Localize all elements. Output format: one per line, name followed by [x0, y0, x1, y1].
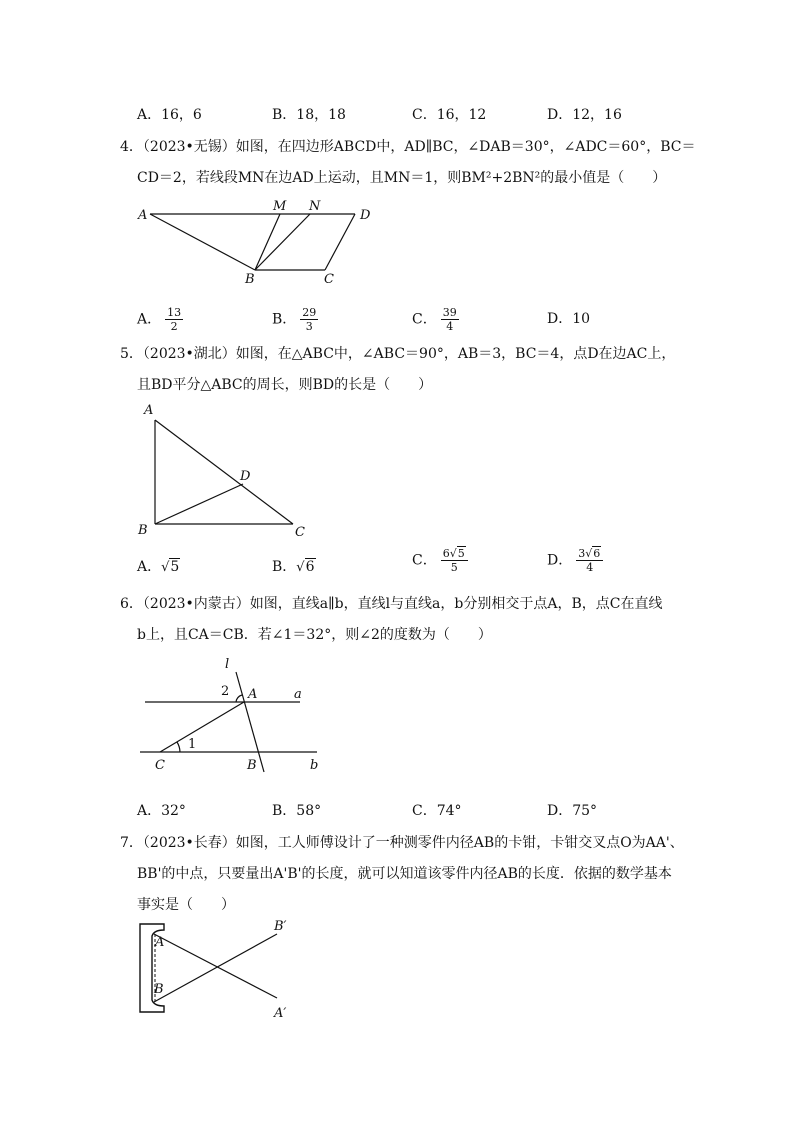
q6-option-d: D．75° [547, 803, 598, 819]
q5-option-a: A．√5 [137, 559, 180, 575]
q5-label-b: B [138, 523, 148, 538]
q4-figure [130, 196, 380, 288]
fraction: $\frac{3√6}{4}$ [576, 547, 603, 574]
q4-option-b: B． $\frac{29}{3}$ [272, 306, 317, 333]
q4-option-d: D．10 [547, 311, 591, 327]
q7-label-b-prime: B′ [274, 919, 287, 934]
q4-label-m: M [273, 199, 287, 214]
q6-option-a: A．32° [137, 803, 186, 819]
fraction: $\frac{13}{2}$ [167, 306, 182, 333]
q3-option-d: D．12，16 [547, 107, 622, 123]
q6-label-angle2: 2 [221, 684, 230, 699]
q5-text-line2: 且BD平分△ABC的周长，则BD的长是（ ） [137, 377, 433, 393]
q6-text-line1: 6．（2023•内蒙古）如图，直线a∥b，直线l与直线a，b分别相交于点A，B，点C在直线 [120, 596, 663, 612]
q6-option-b: B．58° [272, 803, 322, 819]
q7-label-a-prime: A′ [274, 1006, 287, 1021]
q6-label-line-a: a [294, 687, 302, 702]
q4-option-c: C． $\frac{39}{4}$ [412, 306, 457, 333]
q4-label-c: C [324, 272, 334, 287]
q5-option-d: D． $\frac{3√6}{4}$ [547, 547, 603, 574]
q4-label-b: B [245, 272, 255, 287]
q4-text-line2: CD＝2，若线段MN在边AD上运动，且MN＝1，则BM²+2BN²的最小值是（ ） [137, 170, 667, 186]
fraction: $\frac{29}{3}$ [302, 306, 317, 333]
q4-label-a: A [138, 208, 148, 223]
q3-option-b: B．18，18 [272, 107, 346, 123]
q5-option-c: C． $\frac{6√5}{5}$ [412, 547, 468, 574]
fraction: $\frac{6√5}{5}$ [441, 547, 468, 574]
q6-figure [130, 650, 330, 775]
q5-label-a: A [144, 403, 154, 418]
q6-label-c: C [155, 758, 165, 773]
q4-text-line1: 4．（2023•无锡）如图，在四边形ABCD中，AD∥BC，∠DAB＝30°，∠ADC＝60°，BC＝ [120, 139, 696, 155]
q6-label-l: l [225, 657, 230, 672]
q5-label-d: D [240, 469, 251, 484]
q6-text-line2: b上，且CA＝CB．若∠1＝32°，则∠2的度数为（ ） [137, 627, 492, 643]
q4-label-d: D [360, 208, 371, 223]
q6-label-line-b: b [310, 758, 319, 773]
q6-label-a: A [248, 687, 258, 702]
q7-text-line2: BB'的中点，只要量出A'B'的长度，就可以知道该零件内径AB的长度．依据的数学基本 [137, 866, 672, 882]
q4-option-a: A． $\frac{13}{2}$ [137, 306, 182, 333]
q5-figure [130, 398, 320, 543]
q3-option-a: A．16，6 [137, 107, 202, 123]
q5-text-line1: 5．（2023•湖北）如图，在△ABC中，∠ABC＝90°，AB＝3，BC＝4，点D在边AC上， [120, 346, 676, 362]
q6-label-b: B [247, 758, 257, 773]
fraction: $\frac{39}{4}$ [442, 306, 457, 333]
q6-option-c: C．74° [412, 803, 462, 819]
q6-label-angle1: 1 [188, 737, 197, 752]
q5-option-b: B．√6 [272, 559, 315, 575]
q7-text-line3: 事实是（ ） [137, 897, 235, 913]
q7-text-line1: 7．（2023•长春）如图，工人师傅设计了一种测零件内径AB的卡钳，卡钳交叉点O为AA'、 [120, 835, 684, 851]
q5-label-c: C [295, 525, 305, 540]
q3-option-c: C．16，12 [412, 107, 487, 123]
q7-figure [130, 912, 310, 1022]
q7-label-b: B [154, 982, 164, 997]
q7-label-a: A [155, 935, 165, 950]
q4-label-n: N [309, 199, 321, 214]
